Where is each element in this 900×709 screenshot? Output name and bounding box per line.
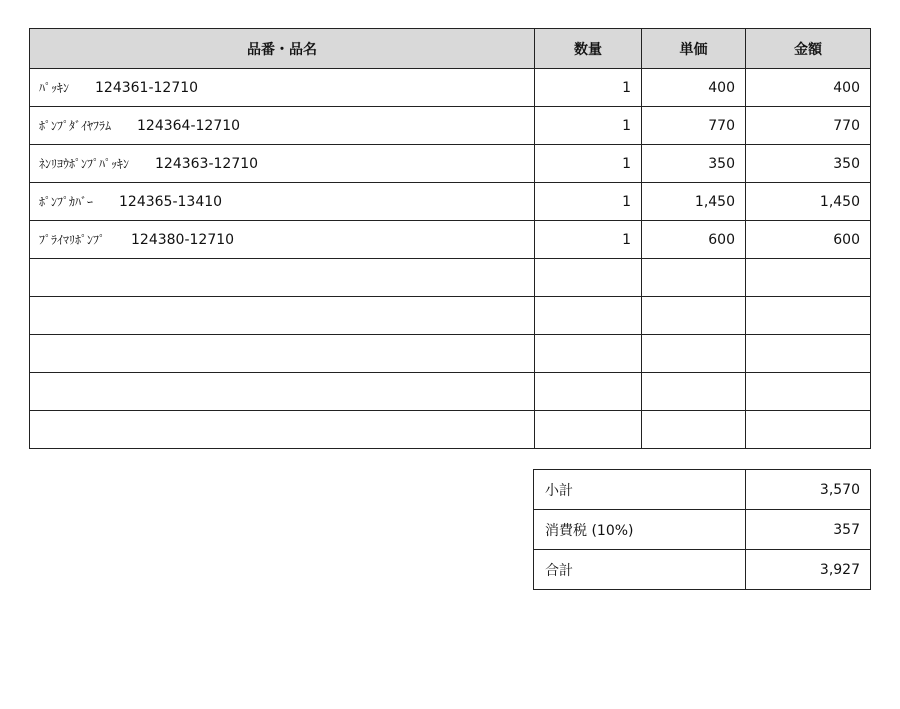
empty-cell	[30, 373, 535, 411]
item-unit-price: 400	[642, 69, 746, 107]
item-amount: 770	[746, 107, 871, 145]
empty-cell	[642, 259, 746, 297]
empty-cell	[30, 297, 535, 335]
header-amount: 金額	[746, 29, 871, 69]
table-row	[30, 107, 871, 145]
item-name-cell	[30, 69, 535, 107]
item-code: 124363-12710	[155, 156, 259, 172]
total-value: 3,927	[746, 550, 871, 590]
empty-cell	[535, 411, 642, 449]
empty-row	[30, 297, 871, 335]
item-unit-price: 1,450	[642, 183, 746, 221]
empty-row	[30, 373, 871, 411]
table-row	[30, 145, 871, 183]
items-table	[29, 28, 871, 449]
empty-cell	[30, 335, 535, 373]
item-name-cell	[30, 221, 535, 259]
empty-cell	[535, 259, 642, 297]
empty-cell	[746, 259, 871, 297]
subtotal-label: 小計	[534, 470, 746, 510]
header-qty: 数量	[535, 29, 642, 69]
empty-cell	[642, 297, 746, 335]
item-code: 124365-13410	[119, 194, 223, 210]
item-name: ﾎﾟﾝﾌﾟﾀﾞｲﾔﾌﾗﾑ	[39, 119, 112, 133]
empty-cell	[746, 373, 871, 411]
header-row	[30, 29, 871, 69]
empty-cell	[535, 297, 642, 335]
header-name: 品番・品名	[30, 29, 535, 69]
empty-cell	[535, 373, 642, 411]
empty-cell	[30, 259, 535, 297]
total-label: 合計	[534, 550, 746, 590]
item-code: 124364-12710	[137, 118, 241, 134]
empty-row	[30, 411, 871, 449]
empty-cell	[535, 335, 642, 373]
total-row	[534, 550, 871, 590]
item-amount: 400	[746, 69, 871, 107]
empty-cell	[746, 411, 871, 449]
item-qty: 1	[535, 145, 642, 183]
tax-value: 357	[746, 510, 871, 550]
item-amount: 350	[746, 145, 871, 183]
item-name-cell	[30, 183, 535, 221]
item-unit-price: 600	[642, 221, 746, 259]
empty-cell	[30, 411, 535, 449]
totals-table	[533, 469, 871, 590]
item-name: ﾊﾟｯｷﾝ	[39, 81, 70, 95]
tax-row	[534, 510, 871, 550]
item-amount: 1,450	[746, 183, 871, 221]
item-qty: 1	[535, 183, 642, 221]
empty-cell	[746, 335, 871, 373]
item-code: 124380-12710	[131, 232, 235, 248]
empty-cell	[746, 297, 871, 335]
empty-cell	[642, 335, 746, 373]
table-row	[30, 183, 871, 221]
empty-cell	[642, 373, 746, 411]
item-name: ﾌﾟﾗｲﾏﾘﾎﾟﾝﾌﾟ	[39, 233, 106, 247]
item-qty: 1	[535, 221, 642, 259]
empty-cell	[642, 411, 746, 449]
item-name: ﾈﾝﾘﾖｳﾎﾟﾝﾌﾟﾊﾟｯｷﾝ	[39, 157, 130, 171]
item-name-cell	[30, 145, 535, 183]
tax-label: 消費税 (10%)	[534, 510, 746, 550]
item-qty: 1	[535, 69, 642, 107]
item-code: 124361-12710	[95, 80, 199, 96]
item-qty: 1	[535, 107, 642, 145]
empty-row	[30, 259, 871, 297]
item-amount: 600	[746, 221, 871, 259]
item-name: ﾎﾟﾝﾌﾟｶﾊﾞｰ	[39, 195, 94, 209]
table-row	[30, 69, 871, 107]
table-row	[30, 221, 871, 259]
header-unit-price: 単価	[642, 29, 746, 69]
subtotal-value: 3,570	[746, 470, 871, 510]
item-unit-price: 350	[642, 145, 746, 183]
item-unit-price: 770	[642, 107, 746, 145]
subtotal-row	[534, 470, 871, 510]
item-name-cell	[30, 107, 535, 145]
empty-row	[30, 335, 871, 373]
